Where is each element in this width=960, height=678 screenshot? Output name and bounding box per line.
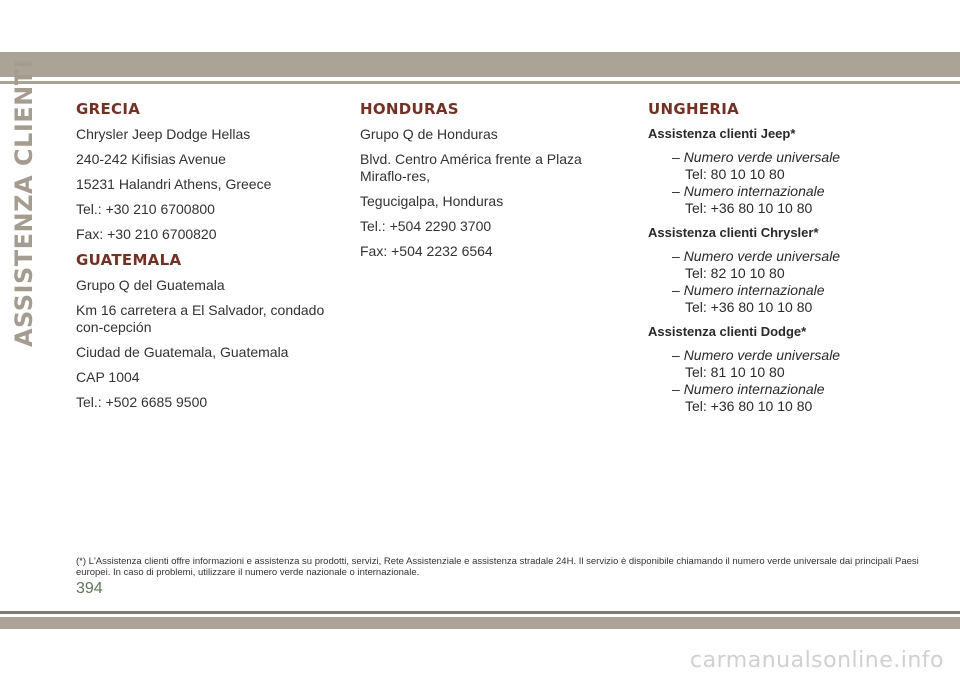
dash-glyph: – <box>672 248 680 264</box>
phone-value: Tel: +36 80 10 10 80 <box>685 398 813 414</box>
heading-grecia: GRECIA <box>76 100 141 118</box>
honduras-line: Tegucigalpa, Honduras <box>360 193 504 209</box>
page-number: 394 <box>76 580 103 597</box>
dash-glyph: – <box>672 381 680 397</box>
heading-ungheria: UNGHERIA <box>648 100 739 118</box>
honduras-line: Grupo Q de Honduras <box>360 126 498 142</box>
guatemala-line: Ciudad de Guatemala, Guatemala <box>76 344 289 360</box>
phone-value: Tel: 82 10 10 80 <box>685 265 785 281</box>
dash-glyph: – <box>672 347 680 363</box>
guatemala-line: Tel.: +502 6685 9500 <box>76 394 208 410</box>
phone-label: Numero verde universale <box>683 347 841 363</box>
top-decorative-line <box>0 81 960 84</box>
top-decorative-band <box>0 52 960 77</box>
column-middle <box>360 100 632 268</box>
grecia-line: Chrysler Jeep Dodge Hellas <box>76 126 251 142</box>
phone-label: Numero verde universale <box>683 149 841 165</box>
phone-entry <box>672 381 938 415</box>
guatemala-line: Km 16 carretera a El Salvador, condado con-cepción <box>76 302 325 335</box>
support-group-jeep <box>648 126 938 217</box>
phone-entry <box>672 248 938 282</box>
phone-label: Numero internazionale <box>683 381 825 397</box>
guatemala-line: CAP 1004 <box>76 369 140 385</box>
phone-entry <box>672 183 938 217</box>
dash-glyph: – <box>672 149 680 165</box>
support-group-title: Assistenza clienti Chrysler* <box>648 225 819 240</box>
bottom-decorative-band <box>0 617 960 629</box>
dash-glyph: – <box>672 183 680 199</box>
phone-value: Tel: 80 10 10 80 <box>685 166 785 182</box>
grecia-line: 15231 Halandri Athens, Greece <box>76 176 272 192</box>
grecia-line: Fax: +30 210 6700820 <box>76 226 217 242</box>
section-grecia <box>76 100 348 243</box>
guatemala-line: Grupo Q del Guatemala <box>76 277 225 293</box>
dash-glyph: – <box>672 282 680 298</box>
side-section-title-text: ASSISTENZA CLIENTI <box>10 58 38 347</box>
honduras-line: Blvd. Centro América frente a Plaza Miraflo-res, <box>360 151 582 184</box>
column-right <box>648 100 938 423</box>
grecia-line: Tel.: +30 210 6700800 <box>76 201 215 217</box>
side-section-title <box>6 58 42 347</box>
phone-entry <box>672 347 938 381</box>
phone-value: Tel: +36 80 10 10 80 <box>685 299 813 315</box>
heading-guatemala: GUATEMALA <box>76 251 182 269</box>
section-ungheria <box>648 100 938 415</box>
heading-honduras: HONDURAS <box>360 100 459 118</box>
support-group-dodge <box>648 324 938 415</box>
phone-entry <box>672 282 938 316</box>
section-guatemala <box>76 251 348 411</box>
bottom-decorative-line <box>0 611 960 614</box>
phone-value: Tel: 81 10 10 80 <box>685 364 785 380</box>
support-group-title: Assistenza clienti Jeep* <box>648 126 796 141</box>
support-group-chrysler <box>648 225 938 316</box>
honduras-line: Fax: +504 2232 6564 <box>360 243 493 259</box>
phone-entry <box>672 149 938 183</box>
column-left <box>76 100 348 419</box>
phone-label: Numero verde universale <box>683 248 841 264</box>
phone-label: Numero internazionale <box>683 282 825 298</box>
section-honduras <box>360 100 632 260</box>
phone-value: Tel: +36 80 10 10 80 <box>685 200 813 216</box>
footnote: (*) L'Assistenza clienti offre informazioni e assistenza su prodotti, servizi, Rete Assistenziale e assistenza stradale 24H. Il servizio è disponibile chiamando il numero verde universale dai principali Paesi europei. In caso di problemi, utilizzare il numero verde nazionale o internazionale. <box>76 556 919 578</box>
support-group-title: Assistenza clienti Dodge* <box>648 324 807 339</box>
phone-label: Numero internazionale <box>683 183 825 199</box>
honduras-line: Tel.: +504 2290 3700 <box>360 218 492 234</box>
grecia-line: 240-242 Kifisias Avenue <box>76 151 226 167</box>
watermark: carmanualsonline.info <box>690 648 944 673</box>
